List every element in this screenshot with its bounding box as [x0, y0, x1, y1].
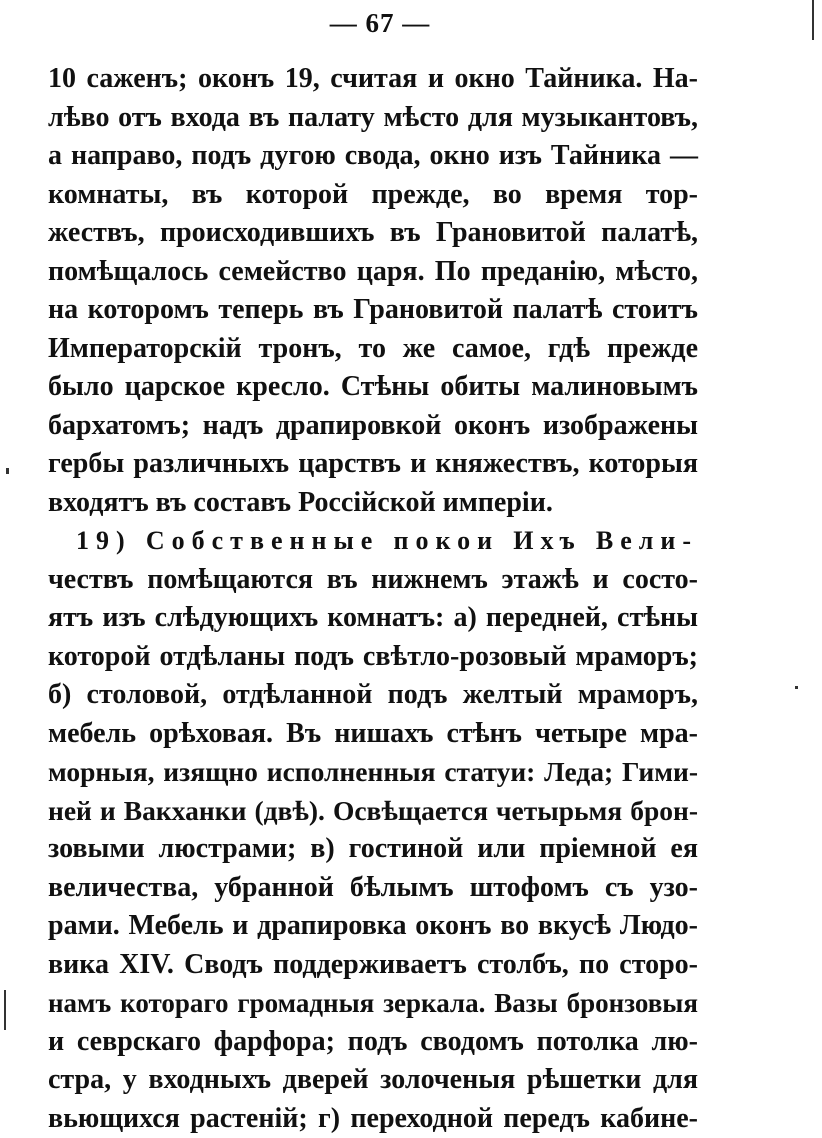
text-line: Императорскій тронъ, то же самое, гдѣ прежде — [48, 330, 698, 369]
text-line: комнаты, въ которой прежде, во время тор- — [48, 176, 698, 215]
text-line: на которомъ теперь въ Грановитой палатѣ стоитъ — [48, 291, 698, 330]
text-line: стра, у входныхъ дверей золоченыя рѣшетки для — [48, 1061, 698, 1100]
text-line: рами. Мебель и драпировка оконъ во вкусѣ Людо- — [48, 907, 698, 946]
body-text — [48, 60, 698, 1138]
scan-speck — [795, 686, 798, 689]
page-number: — 67 — — [0, 8, 760, 39]
text-line: было царское кресло. Стѣны обиты малиновымъ — [48, 368, 698, 407]
text-line: б) столовой, отдѣланной подъ желтый мраморъ, — [48, 676, 698, 715]
text-line: которой отдѣланы подъ свѣтло-розовый мраморъ; — [48, 638, 698, 677]
text-line: мебель орѣховая. Въ нишахъ стѣнъ четыре мра- — [48, 715, 698, 754]
text-line: входятъ въ составъ Россійской имперіи. — [48, 484, 698, 523]
text-line: величества, убранной бѣлымъ штофомъ съ узо- — [48, 869, 698, 908]
text-line: а направо, подъ дугою свода, окно изъ Тайника — — [48, 137, 698, 176]
text-line: гербы различныхъ царствъ и княжествъ, которыя — [48, 445, 698, 484]
scan-edge-line — [812, 0, 814, 40]
text-line: лѣво отъ входа въ палату мѣсто для музыкантовъ, — [48, 99, 698, 138]
text-line: чествъ помѣщаются въ нижнемъ этажѣ и состо- — [48, 561, 698, 600]
text-line: вьющихся растеній; г) переходной передъ кабине- — [48, 1100, 698, 1138]
text-line: бархатомъ; надъ драпировкой оконъ изображены — [48, 407, 698, 446]
text-line: вика XIV. Сводъ поддерживаетъ столбъ, по сторо- — [48, 946, 698, 985]
text-line: морныя, изящно исполненныя статуи: Леда; Гими- — [48, 753, 698, 792]
text-line: ней и Вакханки (двѣ). Освѣщается четырьмя брон- — [48, 792, 698, 831]
text-line: 10 саженъ; оконъ 19, считая и окно Тайника. На- — [48, 60, 698, 99]
text-line: и севрскаго фарфора; подъ сводомъ потолка лю- — [48, 1023, 698, 1062]
text-line: жествъ, происходившихъ въ Грановитой палатѣ, — [48, 214, 698, 253]
scan-speck — [6, 468, 9, 474]
text-line: помѣщалось семейство царя. По преданію, мѣсто, — [48, 253, 698, 292]
scan-edge-line — [4, 990, 6, 1030]
text-line: намъ котораго громадныя зеркала. Вазы бронзовыя — [48, 984, 698, 1023]
text-line: зовыми люстрами; в) гостиной или пріемной ея — [48, 830, 698, 869]
text-line: ятъ изъ слѣдующихъ комнатъ: а) передней, стѣны — [48, 599, 698, 638]
section-heading-line: 19) Собственные покои Ихъ Вели- — [48, 522, 698, 561]
